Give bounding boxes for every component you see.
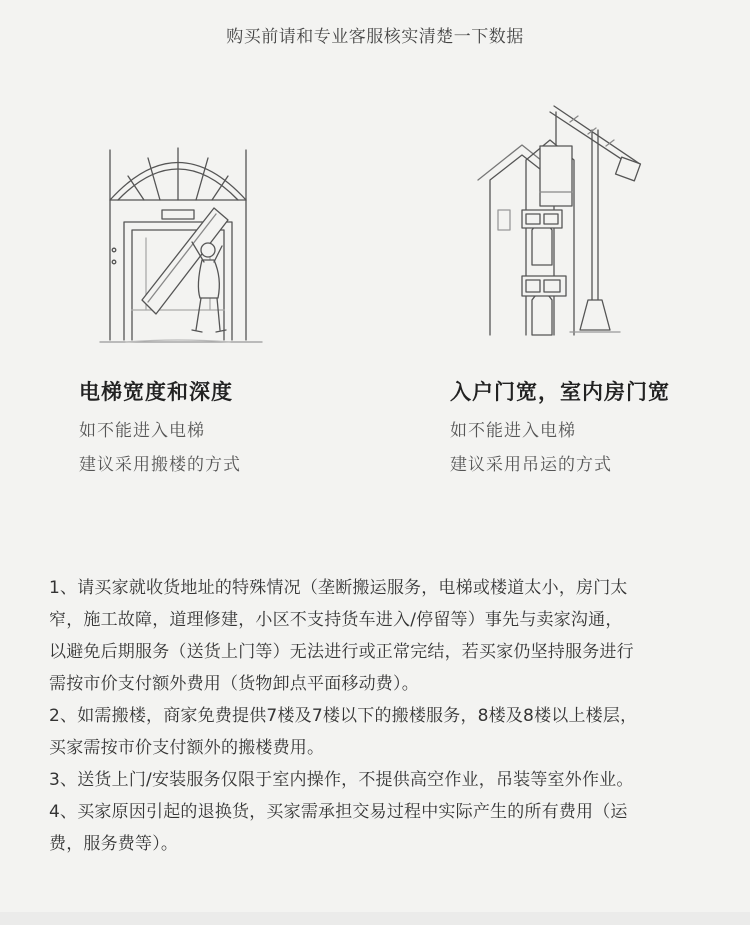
door-section-line-1: 如不能进入电梯	[450, 421, 576, 441]
note-line: 窄，施工故障，道理修建，小区不支持货车进入/停留等）事先与卖家沟通，	[49, 610, 623, 630]
building-crane-illustration	[470, 100, 650, 345]
note-line: 以避免后期服务（送货上门等）无法进行或正常完结，若买家仍坚持服务进行	[49, 642, 634, 662]
page-header: 购买前请和专业客服核实清楚一下数据	[226, 27, 524, 47]
note-line: 4、买家原因引起的退换货，买家需承担交易过程中实际产生的所有费用（运	[49, 802, 628, 822]
note-line: 费，服务费等）。	[49, 834, 179, 854]
elevator-section-line-2: 建议采用搬楼的方式	[79, 455, 241, 475]
note-line: 1、请买家就收货地址的特殊情况（垄断搬运服务，电梯或楼道太小，房门太	[49, 578, 628, 598]
bottom-divider	[0, 912, 750, 925]
note-line: 2、如需搬楼，商家免费提供7楼及7楼以下的搬楼服务，8楼及8楼以上楼层，	[49, 706, 638, 726]
note-line: 3、送货上门/安装服务仅限于室内操作，不提供高空作业，吊装等室外作业。	[49, 770, 634, 790]
door-section-title: 入户门宽，室内房门宽	[450, 380, 670, 404]
door-section-line-2: 建议采用吊运的方式	[450, 455, 612, 475]
notes-list	[49, 572, 709, 860]
note-line: 需按市价支付额外费用（货物卸点平面移动费）。	[49, 674, 419, 694]
elevator-section-title: 电梯宽度和深度	[79, 380, 233, 404]
elevator-illustration	[96, 110, 266, 345]
note-line: 买家需按市价支付额外的搬楼费用。	[49, 738, 325, 758]
elevator-section-line-1: 如不能进入电梯	[79, 421, 205, 441]
